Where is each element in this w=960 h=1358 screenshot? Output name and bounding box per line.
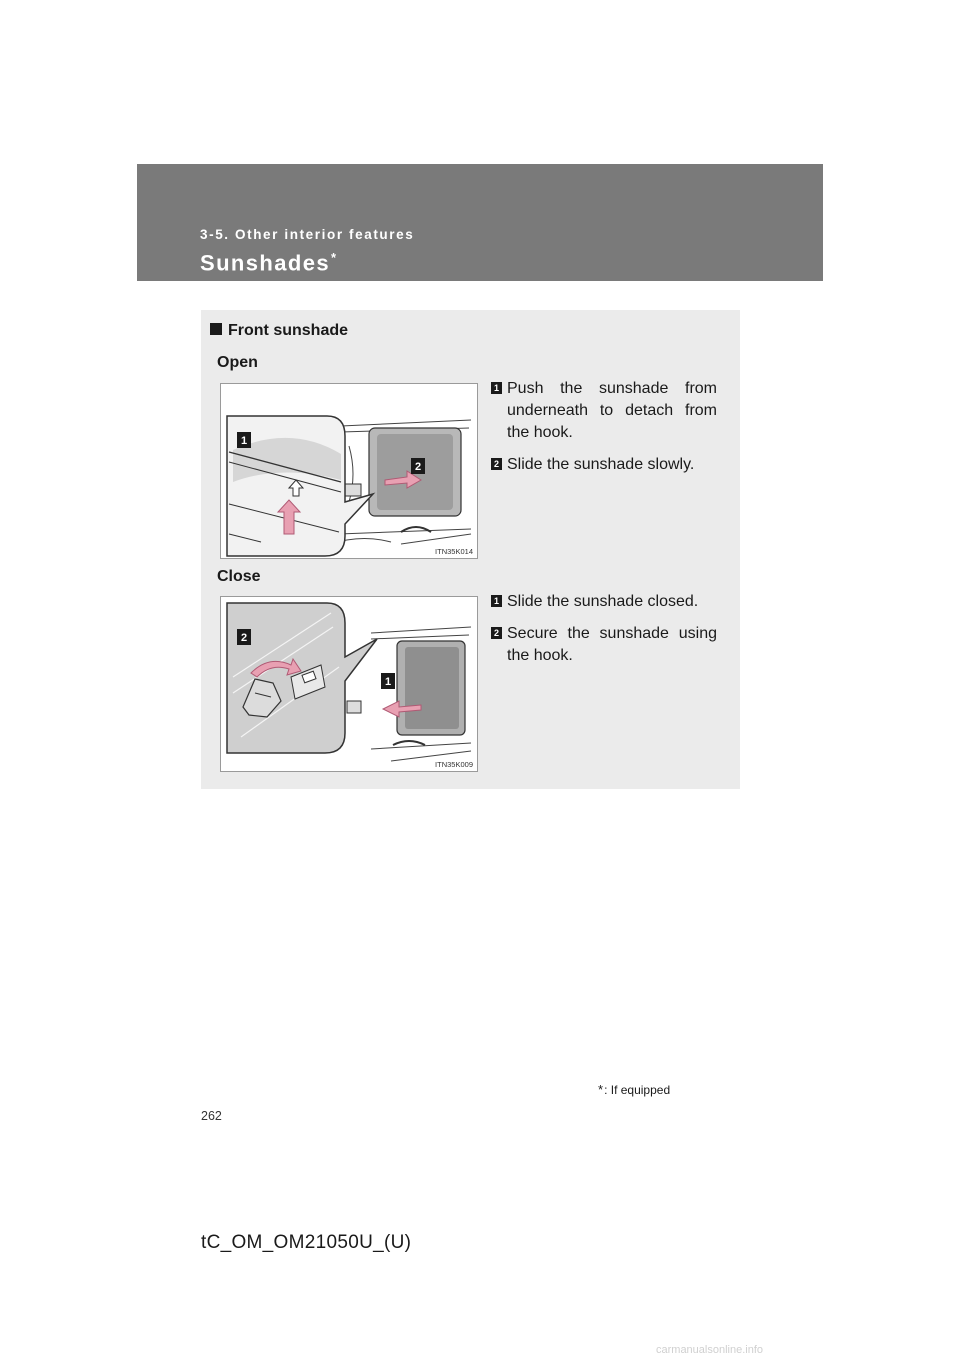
- svg-text:1: 1: [384, 676, 392, 688]
- svg-text:2: 2: [240, 632, 248, 644]
- document-code: tC_OM_OM21050U_(U): [201, 1232, 412, 1253]
- page-title: [200, 250, 337, 276]
- section-header: [137, 164, 823, 281]
- page-number: 262: [201, 1109, 222, 1123]
- content-panel: [201, 310, 740, 789]
- list-item: [491, 454, 717, 476]
- asterisk-icon: *: [598, 1082, 604, 1097]
- watermark: carmanualsonline.info: [656, 1344, 764, 1356]
- svg-text:2: 2: [414, 461, 422, 473]
- list-item: [491, 591, 717, 613]
- step-number-icon: 1: [491, 382, 502, 394]
- close-illustration: [220, 596, 478, 772]
- section-label: 3-5. Other interior features: [200, 227, 415, 242]
- list-item: [491, 623, 717, 667]
- figure-code: ITN35K014: [435, 547, 473, 556]
- equipped-mark: *: [330, 250, 338, 265]
- sub-heading: [210, 322, 348, 340]
- svg-text:1: 1: [240, 435, 248, 447]
- step-text: Slide the sunshade slowly.: [507, 456, 695, 473]
- step-text: Push the sunshade from underneath to detach from the hook.: [507, 380, 717, 441]
- close-title: Close: [217, 568, 261, 585]
- open-steps: [491, 378, 717, 486]
- page-title-text: Sunshades: [200, 250, 330, 276]
- open-illustration: [220, 383, 478, 559]
- step-number-icon: 2: [491, 627, 502, 639]
- step-number-icon: 1: [491, 595, 502, 607]
- step-number-icon: 2: [491, 458, 502, 470]
- close-steps: [491, 591, 717, 677]
- open-title: Open: [217, 354, 258, 371]
- footnote-text: : If equipped: [604, 1083, 671, 1097]
- sub-heading-text: Front sunshade: [228, 322, 349, 339]
- footnote: [598, 1082, 670, 1097]
- step-text: Secure the sunshade using the hook.: [507, 625, 717, 664]
- list-item: [491, 378, 717, 444]
- square-bullet-icon: [210, 323, 222, 335]
- step-text: Slide the sunshade closed.: [507, 593, 699, 610]
- figure-code: ITN35K009: [435, 760, 473, 769]
